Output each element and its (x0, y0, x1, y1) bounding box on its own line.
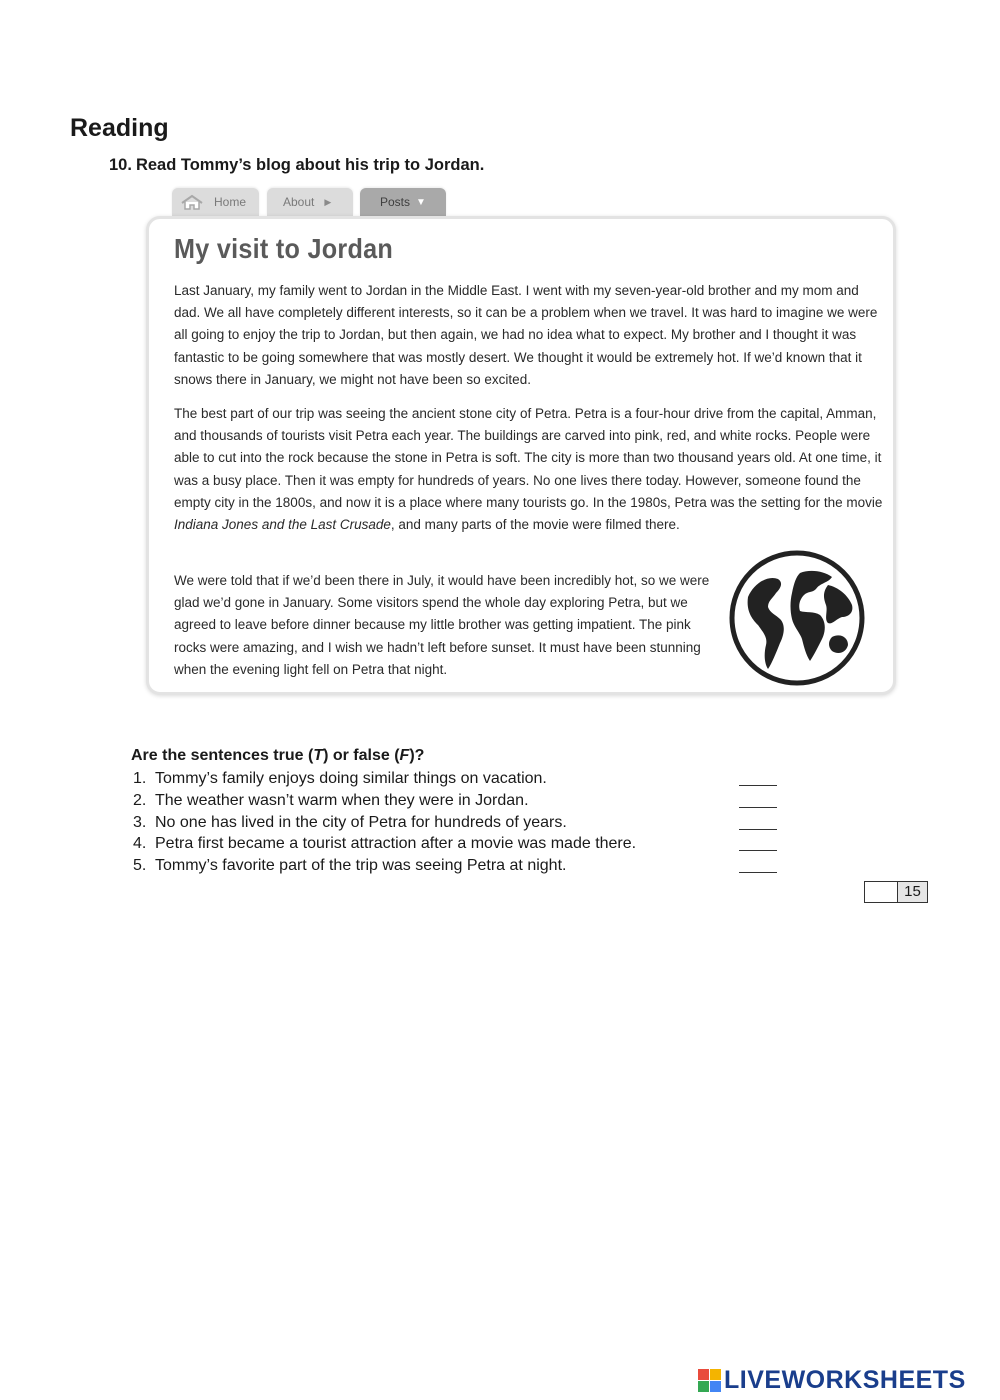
heading-f: F (399, 747, 410, 764)
question-text: No one has lived in the city of Petra for hundreds of years. (155, 813, 567, 831)
tab-posts-label: Posts (380, 195, 411, 209)
movie-title: Indiana Jones and the Last Crusade (174, 517, 391, 533)
score-input[interactable] (865, 882, 898, 902)
logo-text: LIVEWORKSHEETS (724, 1366, 966, 1394)
answer-blank[interactable] (739, 807, 777, 808)
question-number: 5. (133, 857, 147, 875)
score-total: 15 (898, 882, 927, 902)
globe-icon (728, 549, 866, 687)
tab-home[interactable] (172, 188, 259, 216)
heading-text-c: )? (409, 747, 425, 764)
heading-t: T (313, 747, 324, 764)
tab-about-label: About (283, 195, 315, 209)
question-text: Tommy’s favorite part of the trip was seeing Petra at night. (155, 857, 567, 875)
question-number: 1. (133, 770, 147, 787)
blog-paragraph-3: We were told that if we’d been there in July, it would have been incredibly hot, so we were glad we’d gone in January. Some visitors spend the whole day exploring Petra, but we agreed to leave before dinner because my little brother was getting impatient. The pink rocks were amazing, and I wish we hadn’t left before sunset. It must have been stunning when the evening light fell on Petra that night. (174, 573, 710, 677)
paragraph-2-text-b: , and many parts of the movie were filmed there. (390, 517, 680, 533)
triangle-down-icon: ▼ (416, 196, 426, 208)
question-item (133, 812, 783, 834)
instruction-number: 10. (109, 156, 132, 174)
answer-blank[interactable] (739, 785, 777, 786)
question-item (133, 855, 783, 877)
blog-panel (146, 216, 896, 695)
question-text: Tommy’s family enjoys doing similar things on vacation. (155, 770, 547, 787)
questions-heading (131, 747, 424, 765)
liveworksheets-logo (698, 1366, 966, 1395)
score-box (864, 881, 928, 903)
question-text: Petra first became a tourist attraction after a movie was made there. (155, 835, 637, 853)
blog-title: My visit to Jordan (174, 233, 394, 264)
question-item (133, 768, 783, 790)
instruction-text: Read Tommy’s blog about his trip to Jordan. (135, 156, 485, 174)
paragraph-2-text-a: The best part of our trip was seeing the ancient stone city of Petra. Petra is a four-hour drive from the capital, Amman, and thousands of tourists visit Petra each year. The buildings are carved into pink, red, and white rocks. People were able to cut into the rock because the stone in Petra is soft. The city is more than two thousand years old. At one time, it was a busy place. Then it was empty for hundreds of years. No one lives there today. However, someone found the empty city in the 1800s, and now it is a place where many tourists go. In the 1980s, Petra was the setting for the movie (174, 406, 883, 510)
question-item (133, 790, 783, 812)
logo-squares-icon (698, 1369, 722, 1393)
heading-text-b: ) or false ( (323, 747, 400, 764)
heading-text-a: Are the sentences true ( (131, 747, 314, 764)
tab-home-label: Home (214, 195, 247, 209)
tab-about[interactable] (267, 188, 353, 216)
question-number: 3. (133, 813, 147, 831)
blog-paragraph-1: Last January, my family went to Jordan in the Middle East. I went with my seven-year-old brother and my mom and dad. We all have completely different interests, so it can be a problem when we travel. It was hard to imagine we were all going to enjoy the trip to Jordan, but then again, we had no idea what to expect. My brother and I thought it was fantastic to be going somewhere that was mostly desert. We thought it would be extremely hot. If we’d known that it snows there in January, we might not have been so excited. (174, 283, 878, 387)
question-text: The weather wasn’t warm when they were in Jordan. (155, 791, 529, 809)
section-title: Reading (70, 114, 169, 142)
blog-paragraph-2 (174, 403, 884, 536)
question-list (133, 768, 783, 877)
answer-blank[interactable] (739, 850, 777, 851)
triangle-right-icon: ▶ (324, 196, 332, 207)
question-item (133, 833, 783, 855)
answer-blank[interactable] (739, 829, 777, 830)
instruction (109, 156, 484, 175)
question-number: 2. (133, 791, 147, 809)
home-icon (180, 194, 204, 210)
question-number: 4. (133, 835, 147, 853)
answer-blank[interactable] (739, 872, 777, 873)
tab-posts[interactable] (360, 188, 446, 216)
